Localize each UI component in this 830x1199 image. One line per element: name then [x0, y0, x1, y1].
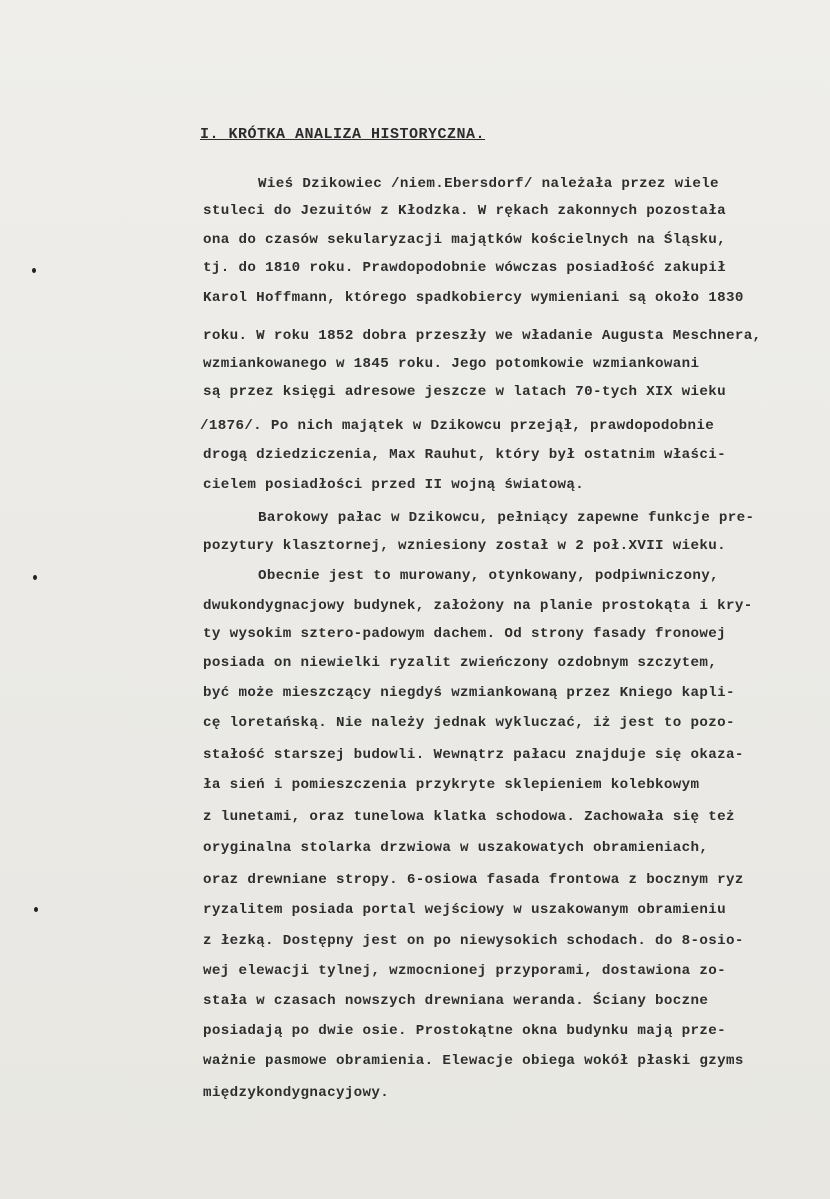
- text-line: oraz drewniane stropy. 6-osiowa fasada frontowa z bocznym ryz: [203, 872, 744, 888]
- section-heading: I. KRÓTKA ANALIZA HISTORYCZNA.: [200, 126, 486, 143]
- text-line: Barokowy pałac w Dzikowcu, pełniący zapewne funkcje pre-: [258, 510, 755, 526]
- text-line: ona do czasów sekularyzacji majątków kościelnych na Śląsku,: [203, 232, 726, 248]
- text-line: tj. do 1810 roku. Prawdopodobnie wówczas posiadłość zakupił: [203, 260, 726, 276]
- text-line: ty wysokim sztero-padowym dachem. Od strony fasady fronowej: [203, 626, 726, 642]
- text-line: cę loretańską. Nie należy jednak wykluczać, iż jest to pozo-: [203, 715, 735, 731]
- text-line: wej elewacji tylnej, wzmocnionej przyporami, dostawiona zo-: [203, 963, 726, 979]
- text-line: roku. W roku 1852 dobra przeszły we władanie Augusta Meschnera,: [203, 328, 762, 344]
- punch-hole-mark: [34, 907, 38, 912]
- text-line: /1876/. Po nich majątek w Dzikowcu przejął, prawdopodobnie: [200, 418, 715, 434]
- text-line: ła sień i pomieszczenia przykryte sklepieniem kolebkowym: [203, 777, 700, 793]
- text-line: są przez księgi adresowe jeszcze w latach 70-tych XIX wieku: [203, 384, 726, 400]
- text-line: z lunetami, oraz tunelowa klatka schodowa. Zachowała się też: [203, 809, 735, 825]
- text-line: Karol Hoffmann, którego spadkobiercy wymieniani są około 1830: [203, 290, 744, 306]
- text-line: być może mieszczący niegdyś wzmiankowaną przez Kniego kapli-: [203, 685, 735, 701]
- text-line: ryzalitem posiada portal wejściowy w uszakowanym obramieniu: [203, 902, 726, 918]
- text-line: Obecnie jest to murowany, otynkowany, podpiwniczony,: [258, 568, 719, 584]
- text-line: stałość starszej budowli. Wewnątrz pałacu znajduje się okaza-: [203, 747, 744, 763]
- text-line: dwukondygnacjowy budynek, założony na planie prostokąta i kry-: [203, 598, 753, 614]
- text-line: drogą dziedziczenia, Max Rauhut, który był ostatnim właści-: [203, 447, 726, 463]
- text-line: z łezką. Dostępny jest on po niewysokich schodach. do 8-osio-: [203, 933, 744, 949]
- text-line: posiadają po dwie osie. Prostokątne okna budynku mają prze-: [203, 1023, 726, 1039]
- text-line: oryginalna stolarka drzwiowa w uszakowatych obramieniach,: [203, 840, 709, 856]
- text-line: wzmiankowanego w 1845 roku. Jego potomkowie wzmiankowani: [203, 356, 700, 372]
- text-line: Wieś Dzikowiec /niem.Ebersdorf/ należała przez wiele: [258, 176, 719, 192]
- text-line: międzykondygnacyjowy.: [203, 1085, 390, 1101]
- text-line: ważnie pasmowe obramienia. Elewacje obiega wokół płaski gzyms: [203, 1053, 744, 1069]
- text-line: stała w czasach nowszych drewniana weranda. Ściany boczne: [203, 993, 709, 1009]
- text-line: posiada on niewielki ryzalit zwieńczony ozdobnym szczytem,: [203, 655, 718, 671]
- text-line: cielem posiadłości przed II wojną światową.: [203, 477, 585, 493]
- text-line: pozytury klasztornej, wzniesiony został w 2 poł.XVII wieku.: [203, 538, 726, 554]
- text-line: stuleci do Jezuitów z Kłodzka. W rękach zakonnych pozostała: [203, 203, 726, 219]
- punch-hole-mark: [32, 268, 36, 273]
- punch-hole-mark: [33, 575, 37, 580]
